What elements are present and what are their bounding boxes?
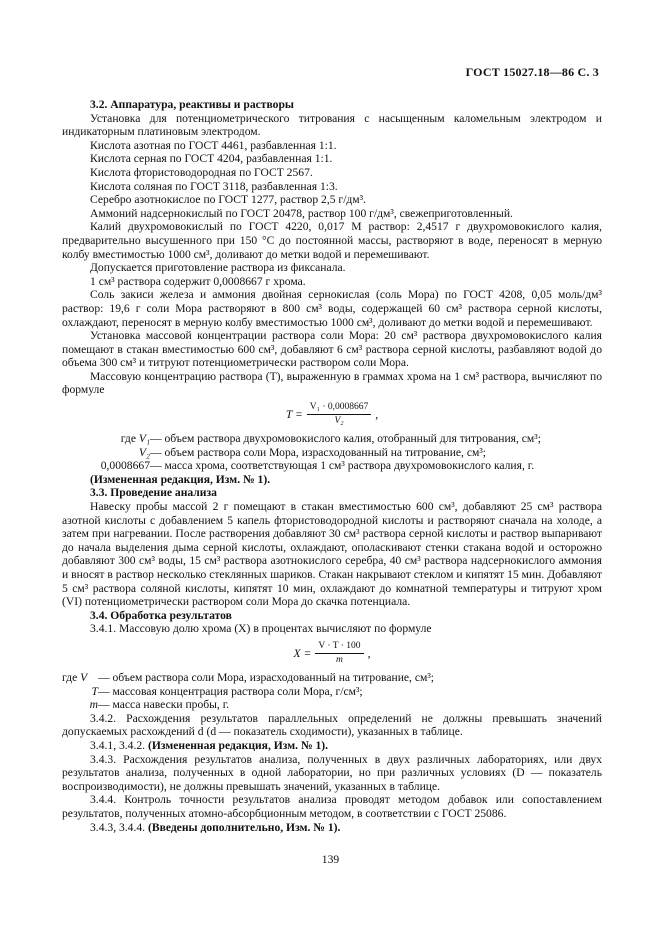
paragraph: 3.4.3. Расхождения результатов анализа, полученных в двух различных лабораториях, или двух результатов анализа, полученных в одной лаборатории, но при различных условиях (D — показатель воспроизводимости), не должны превышать значений, указанных в таблице. [62, 752, 602, 793]
reagent-item: Соль закиси железа и аммония двойная сернокислая (соль Мора) по ГОСТ 4208, 0,05 моль/дм³ раствор: 19,6 г соли Мора растворяют в 800 см³ воды, содержащей 60 см³ раствора серной кислоты, охлаждают, переносят в мерную колбу вместимостью 1000 см³, доливают до метки водой и перемешивают. [62, 288, 602, 329]
formula-tail: , [367, 646, 371, 660]
definition-text: — масса навески пробы, г. [98, 698, 230, 712]
definition-symbol [62, 446, 150, 460]
definition-text: — масса хрома, соответствующая 1 см³ раствора двухромовокислого калия, г. [150, 459, 535, 473]
variable-definitions [62, 671, 602, 712]
paragraph: 3.4.1. Массовую долю хрома (X) в процентах вычисляют по формуле [90, 622, 432, 636]
definition-text: — объем раствора соли Мора, израсходованный на титрование, см³; [98, 670, 435, 684]
reagent-item: Калий двухромовокислый по ГОСТ 4220, 0,017 М раствор: 2,4517 г двухромовокислого калия, предварительно высушенного при 150 °С до постоянной массы, растворяют в воде, переносят в мерную колбу вместимостью 1000 см³, доливают до метки водой и перемешивают. [62, 220, 602, 261]
paragraph: Установка для потенциометрического титрования с насыщенным каломельным электродом и индикаторным платиновым электродом. [62, 111, 602, 139]
formula-t [62, 402, 602, 427]
symbol: V₁ [138, 432, 150, 446]
symbol: 0,0008667 [100, 459, 150, 473]
amendment-note [62, 821, 602, 835]
definition-row [62, 685, 602, 699]
definition-text: — объем раствора двухромовокислого калия, отобранный для титрования, см³; [150, 432, 541, 446]
formula-x [62, 641, 602, 666]
amendment-prefix: 3.4.1, 3.4.2. [90, 738, 148, 752]
symbol: m [89, 698, 98, 712]
amendment-note [62, 739, 602, 753]
definition-text: — объем раствора соли Мора, израсходованный на титрование, см³; [150, 445, 487, 459]
paragraph: 3.4.4. Контроль точности результатов анализа проводят методом добавок или сопоставлением результатов, полученных атомно-абсорбционным методом, в соответствии с ГОСТ 25086. [62, 793, 602, 820]
page-number: 139 [321, 853, 340, 866]
reagent-item: Кислота азотная по ГОСТ 4461, разбавленная 1:1. [90, 138, 337, 152]
reagent-item: Кислота фтористоводородная по ГОСТ 2567. [90, 165, 313, 179]
definition-symbol [62, 432, 150, 446]
reagent-item: Допускается приготовление раствора из фиксанала. [90, 261, 346, 275]
variable-definitions [62, 432, 602, 473]
paragraph: Массовую концентрацию раствора (T), выраженную в граммах хрома на 1 см³ раствора, вычисляют по формуле [62, 369, 602, 397]
definition-symbol [62, 671, 98, 685]
reagent-item: Кислота серная по ГОСТ 4204, разбавленная 1:1. [90, 152, 333, 166]
definition-symbol [62, 698, 98, 712]
amendment-note: (Измененная редакция, Изм. № 1). [90, 472, 271, 486]
reagent-item: Кислота соляная по ГОСТ 3118, разбавленная 1:3. [90, 179, 338, 193]
fraction-denominator: m [336, 654, 343, 665]
formula-tail: , [375, 407, 379, 421]
definition-text: — массовая концентрация раствора соли Мора, г/см³; [98, 684, 363, 698]
formula-lhs: X = [293, 646, 312, 660]
fraction-denominator: V₂ [334, 416, 344, 427]
definition-row [62, 459, 602, 473]
definition-row [62, 432, 602, 446]
symbol: T [91, 684, 98, 698]
reagent-item: 1 см³ раствора содержит 0,0008667 г хрома. [90, 274, 306, 288]
symbol: V [80, 670, 88, 684]
definition-prefix: где [120, 432, 139, 446]
paragraph: 3.4.2. Расхождения результатов параллельных определений не должны превышать значений допускаемых расхождений d (d — показатель сходимости), указанных в таблице. [62, 711, 602, 739]
definition-row [62, 698, 602, 712]
definition-symbol [62, 685, 98, 699]
amendment-prefix: 3.4.3, 3.4.4. [90, 820, 148, 834]
document-body [62, 98, 602, 834]
amendment-text: (Введены дополнительно, Изм. № 1). [147, 820, 341, 834]
fraction-numerator: V₁ · 0,0008667 [307, 402, 371, 415]
formula-lhs: T = [285, 407, 303, 421]
page-header: ГОСТ 15027.18—86 С. 3 [465, 65, 599, 79]
reagent-item: Аммоний надсернокислый по ГОСТ 20478, раствор 100 г/дм³, свежеприготовленный. [90, 206, 513, 220]
definition-row [62, 671, 602, 685]
definition-prefix: где [62, 670, 81, 684]
fraction [315, 641, 363, 666]
reagent-item: Серебро азотнокислое по ГОСТ 1277, раствор 2,5 г/дм³. [90, 193, 367, 207]
definition-row [62, 446, 602, 460]
section-3-3-title: 3.3. Проведение анализа [90, 486, 217, 500]
fraction-numerator: V · T · 100 [315, 641, 363, 654]
paragraph: Навеску пробы массой 2 г помещают в стакан вместимостью 600 см³, добавляют 25 см³ раствора азотной кислоты с добавлением 5 капель фтористоводородной кислоты и растворяют сначала на холоде, а затем при нагревании. После растворения добавляют 30 см³ раствора серной кислоты и раствор выпаривают до начала выделения дыма серной кислоты, охлаждают, ополаскивают стенки стакана водой и осторожно добавляют 300 см³ воды, 15 см³ раствора азотнокислого серебра, 40 см³ раствора надсернокислого аммония и вносят в раствор несколько стеклянных шариков. Стакан накрывают стеклом и кипятят 15 мин. Добавляют 5 см³ раствора соляной кислоты, кипятят 10 мин, охлаждают до комнатной температуры и титруют хром (VI) потенциометрически раствором соли Мора до скачка потенциала. [62, 500, 602, 609]
symbol: V₂ [138, 445, 150, 459]
section-3-4-title: 3.4. Обработка результатов [90, 608, 232, 622]
fraction [307, 402, 371, 427]
definition-symbol [62, 459, 150, 473]
paragraph: Установка массовой концентрации раствора соли Мора: 20 см³ раствора двухромовокислого калия помещают в стакан вместимостью 600 см³, добавляют 6 см³ раствора серной кислоты, разбавляют водой до объема 300 см³ и титруют потенциометрически раствором соли Мора. [62, 329, 602, 370]
section-3-2-title: 3.2. Аппаратура, реактивы и растворы [90, 98, 294, 111]
amendment-text: (Измененная редакция, Изм. № 1). [147, 738, 329, 752]
